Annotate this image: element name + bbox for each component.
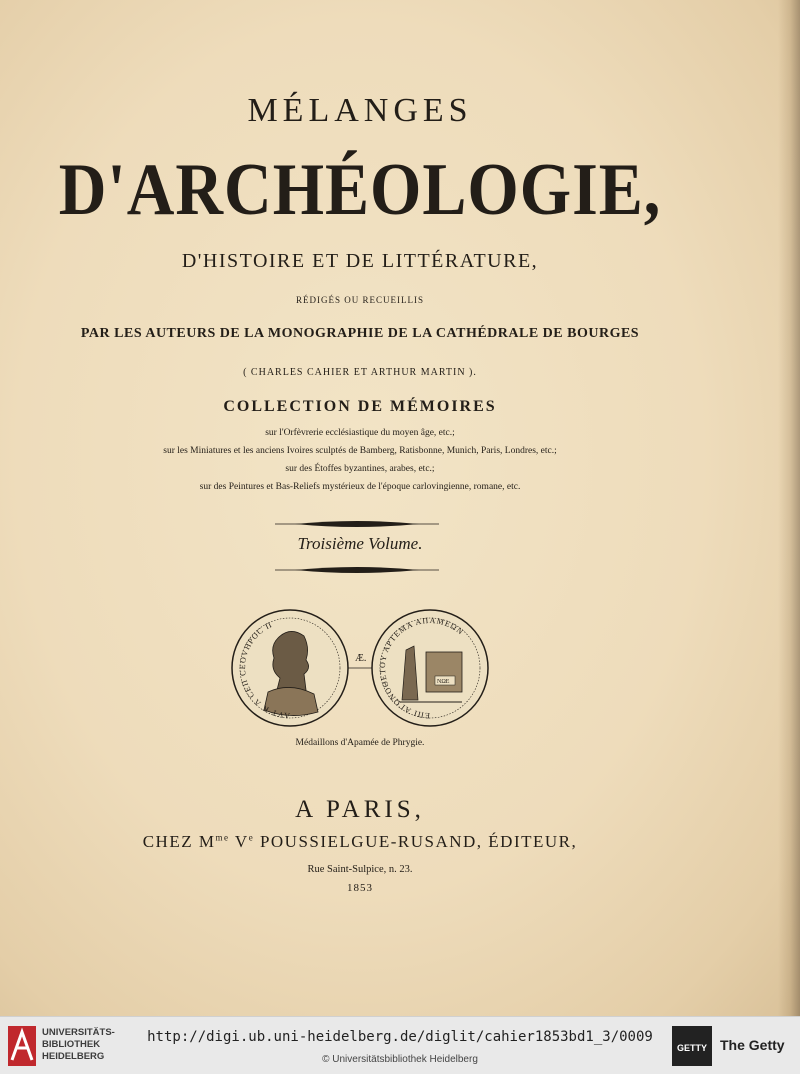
- library-name-line: HEIDELBERG: [42, 1051, 105, 1062]
- coin-marker: Æ.: [355, 653, 367, 664]
- getty-logo-icon[interactable]: [672, 1026, 712, 1066]
- veuve-label: V: [234, 832, 249, 851]
- publisher-line: [0, 832, 720, 852]
- permalink-url[interactable]: http://digi.ub.uni-heidelberg.de/diglit/cahier1853bd1_3/0009: [147, 1029, 653, 1045]
- library-name-line: BIBLIOTHEK: [42, 1039, 101, 1050]
- collection-heading: COLLECTION DE MÉMOIRES: [223, 398, 497, 415]
- coin-right-legend: ΕΠΙ ΑΓΩΝΟΘΕΤΟΥ ΑΡΤΕΜΑ ΑΠΑΜΕΩΝ: [377, 615, 466, 721]
- viewer-footer: [0, 1016, 800, 1074]
- title-archeologie: D'ARCHÉOLOGIE,: [58, 149, 662, 231]
- publisher-city: A PARIS,: [295, 796, 425, 823]
- chez-superscript: me: [215, 832, 230, 843]
- coin-portrait: [232, 610, 348, 726]
- subject-line: sur l'Orfèvrerie ecclésiastique du moyen âge, etc.;: [265, 428, 455, 438]
- ark-label: ΝΩΕ: [437, 679, 450, 685]
- veuve-superscript: e: [248, 832, 255, 843]
- subject-line: sur des Peintures et Bas-Reliefs mystérieux de l'époque carlovingienne, romane, etc.: [199, 482, 521, 492]
- publisher-address: Rue Saint-Sulpice, n. 23.: [307, 864, 413, 875]
- copyright-notice: © Universitätsbibliothek Heidelberg: [322, 1054, 478, 1065]
- coin-temple-scene: [372, 610, 488, 726]
- library-name-line: UNIVERSITÄTS-: [42, 1027, 115, 1038]
- title-melanges: MÉLANGES: [247, 92, 473, 129]
- publisher-name: POUSSIELGUE-RUSAND, ÉDITEUR,: [259, 832, 578, 851]
- figure-caption: Médaillons d'Apamée de Phrygie.: [295, 738, 425, 748]
- redige-line: RÉDIGÉS OU RECUEILLIS: [296, 295, 424, 305]
- coin-illustration: [230, 608, 490, 728]
- subject-line: sur des Étoffes byzantines, arabes, etc.;: [285, 464, 435, 474]
- book-spine-shadow: [778, 0, 800, 1016]
- author-names: ( CHARLES CAHIER ET ARTHUR MARTIN ).: [243, 367, 477, 378]
- getty-link[interactable]: The Getty: [720, 1037, 785, 1053]
- coin-left-legend: AVT K Λ CEΠ CEOVHPOC Π: [237, 619, 291, 721]
- volume-label: Troisième Volume.: [297, 534, 423, 553]
- chez-label: CHEZ M: [142, 832, 216, 851]
- authors-line: PAR LES AUTEURS DE LA MONOGRAPHIE DE LA CATHÉDRALE DE BOURGES: [80, 326, 640, 341]
- subtitle-histoire: D'HISTOIRE ET DE LITTÉRATURE,: [181, 250, 539, 272]
- getty-logo-text: GETTY: [676, 1043, 708, 1053]
- publication-year: 1853: [347, 882, 373, 894]
- subject-line: sur les Miniatures et les anciens Ivoires sculptés de Bamberg, Ratisbonne, Munich, Paris, Londres, etc.;: [163, 446, 557, 456]
- ornamental-rule-bottom: [275, 564, 439, 576]
- ornamental-rule-top: [275, 518, 439, 530]
